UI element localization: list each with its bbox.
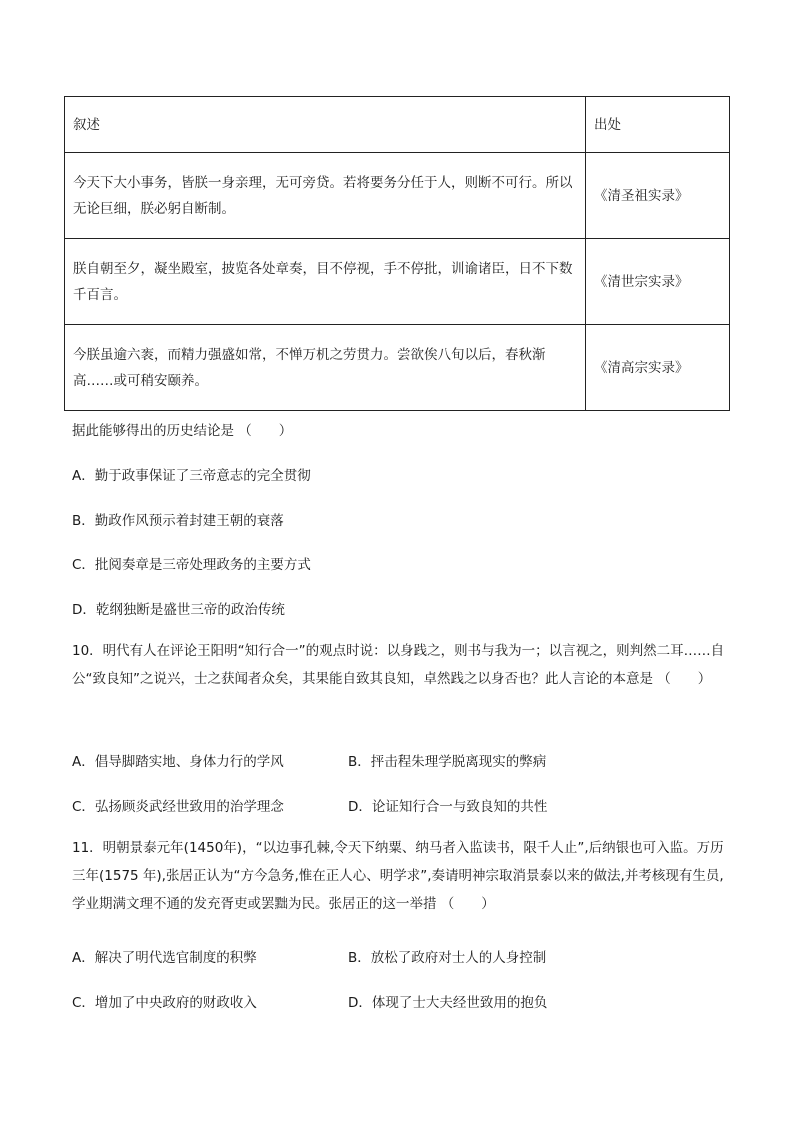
- row-source: 《清圣祖实录》: [586, 153, 730, 239]
- row-text: 今天下大小事务，皆朕一身亲理，无可旁贷。若将要务分任于人，则断不可行。所以无论巨细，朕必躬自断制。: [65, 153, 586, 239]
- row-text: 朕自朝至夕，凝坐殿室，披览各处章奏，目不停视，手不停批，训谕诸臣，日不下数千百言。: [65, 239, 586, 325]
- row-text: 今朕虽逾六袠，而精力强盛如常，不惮万机之劳贯力。尝欲俟八旬以后，春秋渐高……或可稍安颐养。: [65, 325, 586, 411]
- row-source: 《清高宗实录》: [586, 325, 730, 411]
- q9-stem: 据此能够得出的历史结论是 （ ）: [72, 423, 293, 439]
- q9-option-a: A．勤于政事保证了三帝意志的完全贯彻: [72, 468, 311, 484]
- q11-option-a: A．解决了明代选官制度的积弊: [72, 950, 257, 966]
- q10-option-a: A．倡导脚踏实地、身体力行的学风: [72, 754, 284, 770]
- table-header-row: [65, 97, 730, 153]
- q11-option-c: C．增加了中央政府的财政收入: [72, 995, 257, 1011]
- q10-option-d: D．论证知行合一与致良知的共性: [348, 799, 548, 815]
- q11-option-b: B．放松了政府对士人的人身控制: [348, 950, 547, 966]
- q10-stem: 10．明代有人在评论王阳明“知行合一”的观点时说：以身践之，则书与我为一；以言视之，则判然二耳……自公“致良知”之说兴，士之获闻者众矣，其果能自致其良知，卓然践之以身否也？此人言论的本意是 （ ）: [72, 643, 725, 687]
- q10-option-b: B．抨击程朱理学脱离现实的弊病: [348, 754, 547, 770]
- table-row: [65, 239, 730, 325]
- q9-option-c: C．批阅奏章是三帝处理政务的主要方式: [72, 557, 311, 573]
- q11-stem: 11．明朝景泰元年(1450年)，“以边事孔棘,令天下纳粟、纳马者入监读书，限千人止”,后纳银也可入监。万历三年(1575 年),张居正认为“方今急务,惟在正人心、明学求”,奏请明神宗取消景泰以来的做法,并考核现有生员,学业期满文理不通的发充胥吏或罢黜为民。张居正的这一举措 （ ）: [72, 840, 724, 912]
- q9-option-b: B．勤政作风预示着封建王朝的衰落: [72, 513, 284, 529]
- q10-option-c: C．弘扬顾炎武经世致用的治学理念: [72, 799, 284, 815]
- q11-option-d: D．体现了士大夫经世致用的抱负: [348, 995, 548, 1011]
- q9-option-d: D．乾纲独断是盛世三帝的政治传统: [72, 602, 285, 618]
- header-narration: 叙述: [65, 97, 586, 153]
- source-table: [64, 96, 730, 411]
- table-row: [65, 325, 730, 411]
- table-row: [65, 153, 730, 239]
- header-source: 出处: [586, 97, 730, 153]
- row-source: 《清世宗实录》: [586, 239, 730, 325]
